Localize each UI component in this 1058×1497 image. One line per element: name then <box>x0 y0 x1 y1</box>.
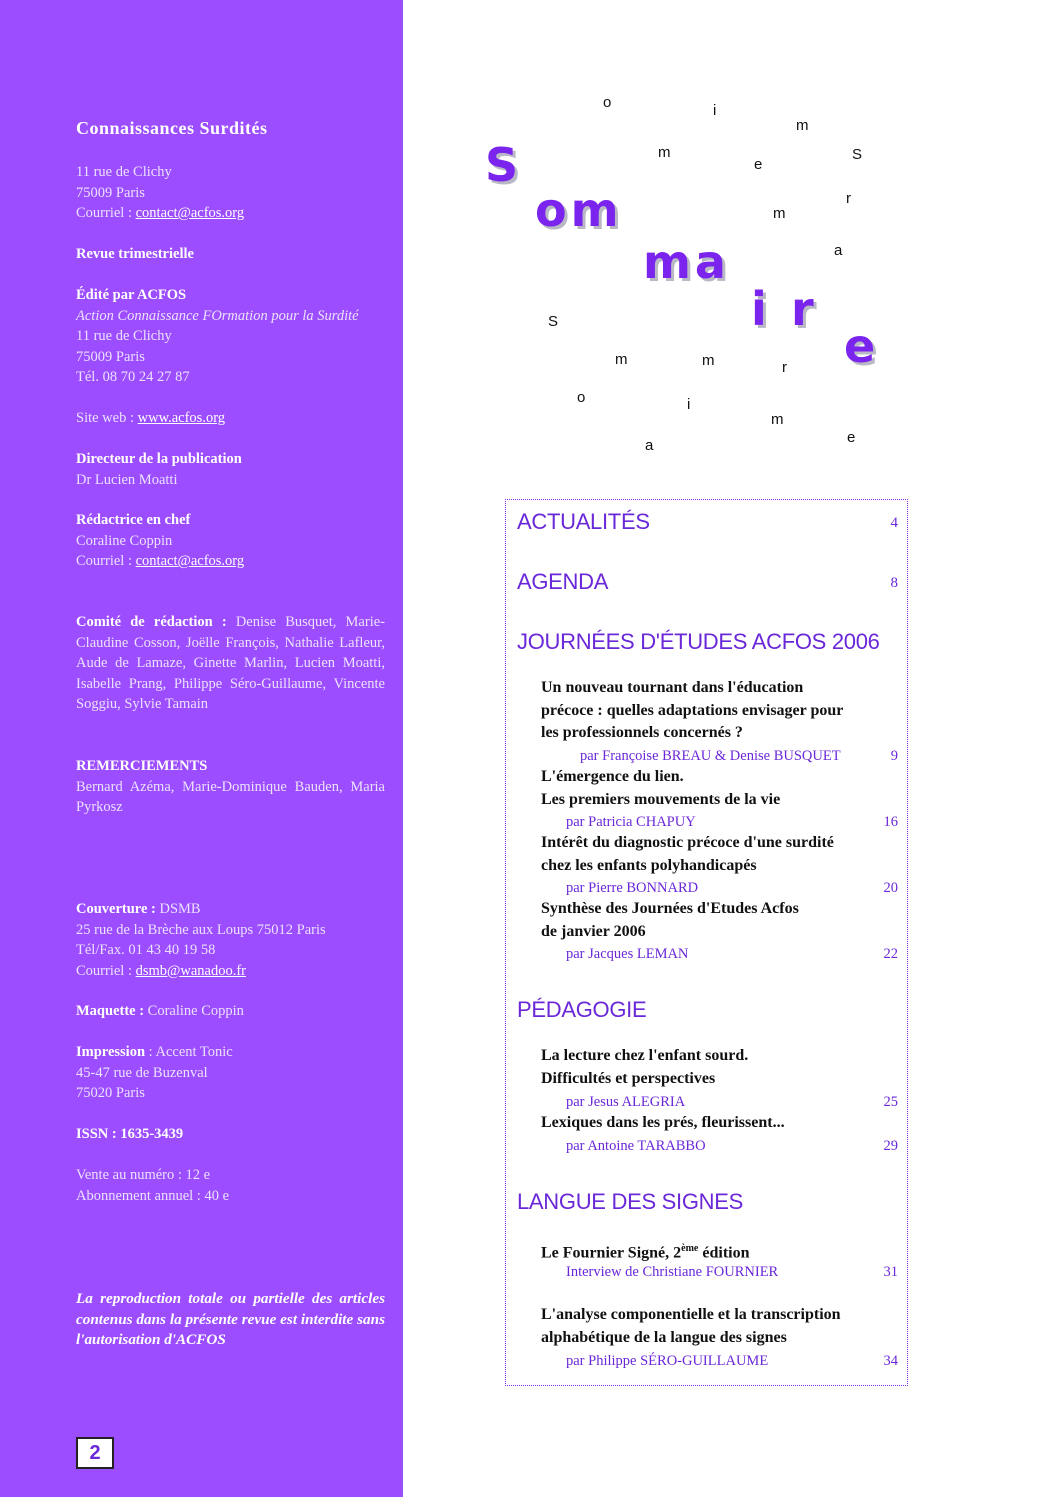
chief-editor-block <box>76 510 385 572</box>
director-label: Directeur de la publication <box>76 451 242 467</box>
toc-section-title[interactable]: PÉDAGOGIE <box>517 997 647 1022</box>
editor-fullname: Action Connaissance FOrmation pour la Surdité <box>76 307 359 324</box>
toc-section-title[interactable]: JOURNÉES D'ÉTUDES ACFOS 2006 <box>517 629 880 654</box>
toc-section-page: 4 <box>890 515 898 531</box>
scatter-letter: m <box>771 411 784 428</box>
committee-members: Denise Busquet, Marie-Claudine Cosson, Joëlle François, Nathalie Lafleur, Aude de Lamaze, Ginette Marlin, Lucien Moatti, Isabelle Prang, Philippe Séro-Guillaume, Vincente Soggiu, Sylvie Tamain <box>76 614 385 712</box>
chief-email-link[interactable]: contact@acfos.org <box>135 553 245 569</box>
article-title-line: Difficultés et perspectives <box>541 1069 716 1087</box>
price-year: Abonnement annuel : 40 e <box>76 1187 230 1204</box>
committee-label: Comité de rédaction : <box>76 614 227 630</box>
chief-label: Rédactrice en chef <box>76 512 191 528</box>
sidebar <box>0 0 403 1497</box>
toc-article[interactable] <box>541 766 891 811</box>
title-letter: S <box>485 138 523 192</box>
toc-section-page: 8 <box>890 575 898 591</box>
toc-article[interactable] <box>541 1238 891 1265</box>
scatter-letter: e <box>847 429 856 446</box>
scatter-letter: e <box>754 156 763 173</box>
toc-section-title[interactable]: AGENDA <box>517 569 609 594</box>
title-letter: r <box>791 282 818 336</box>
article-title-line: La lecture chez l'enfant sourd. <box>541 1047 749 1064</box>
email-link[interactable]: contact@acfos.org <box>135 205 245 221</box>
article-author: par Pierre BONNARD <box>566 880 699 896</box>
site-link[interactable]: www.acfos.org <box>137 410 226 426</box>
toc-section-title[interactable]: LANGUE DES SIGNES <box>517 1189 743 1214</box>
thanks-label: REMERCIEMENTS <box>76 758 208 774</box>
title-letter: ma <box>643 235 730 289</box>
scatter-letter: m <box>658 144 671 161</box>
print-address-line: 75020 Paris <box>76 1085 145 1101</box>
print-label: Impression <box>76 1044 149 1060</box>
article-title-line: de janvier 2006 <box>541 922 646 940</box>
toc-article[interactable] <box>541 832 891 877</box>
article-title-superscript: ème <box>681 1243 699 1254</box>
scatter-letter: m <box>796 117 809 134</box>
article-page: 9 <box>890 748 898 764</box>
cover-block <box>76 899 385 981</box>
price-block <box>76 1165 385 1206</box>
article-title-part: édition <box>698 1244 750 1262</box>
article-title-line: Synthèse des Journées d'Etudes Acfos <box>541 900 799 917</box>
toc-article[interactable] <box>541 898 891 943</box>
periodicity: Revue trimestrielle <box>76 246 194 262</box>
editor-block <box>76 285 385 388</box>
layout-name: Coraline Coppin <box>147 1003 244 1019</box>
publication-address <box>76 162 385 224</box>
cover-address: 25 rue de la Brèche aux Loups 75012 Paris <box>76 921 326 938</box>
email-label: Courriel : <box>76 205 136 221</box>
scatter-letter: m <box>702 352 715 369</box>
article-author: par Jacques LEMAN <box>566 946 689 962</box>
article-author: par Jesus ALEGRIA <box>566 1094 686 1110</box>
article-title-line: Les premiers mouvements de la vie <box>541 790 781 808</box>
director-name: Dr Lucien Moatti <box>76 471 178 488</box>
address-line: 75009 Paris <box>76 184 145 201</box>
article-page: 20 <box>883 880 898 896</box>
article-title-part: Le Fournier Signé, 2 <box>541 1244 682 1262</box>
editor-address-line: 75009 Paris <box>76 348 145 365</box>
article-page: 34 <box>883 1353 898 1369</box>
article-title-line: Intérêt du diagnostic précoce d'une surdité <box>541 834 834 851</box>
toc-article[interactable] <box>541 1304 891 1349</box>
article-author: par Antoine TARABBO <box>566 1138 706 1154</box>
article-page: 31 <box>883 1264 898 1280</box>
scatter-letter: m <box>615 351 628 368</box>
article-title-line: L'analyse componentielle et la transcription <box>541 1306 841 1323</box>
chief-email-label: Courriel : <box>76 553 136 569</box>
scatter-letter: i <box>713 102 717 119</box>
site-label: Site web : <box>76 410 138 426</box>
toc-section-title[interactable]: ACTUALITÉS <box>517 509 650 534</box>
article-title-line: alphabétique de la langue des signes <box>541 1328 787 1346</box>
scatter-letter: a <box>834 242 843 259</box>
article-page: 22 <box>883 946 898 962</box>
publication-name: Connaissances Surdités <box>76 118 268 138</box>
director-block <box>76 449 385 490</box>
publication-name-block <box>76 118 385 141</box>
cover-email-link[interactable]: dsmb@wanadoo.fr <box>135 962 247 979</box>
print-name: : Accent Tonic <box>148 1044 233 1060</box>
thanks-block <box>76 756 385 818</box>
scatter-letter: S <box>548 313 559 330</box>
scatter-letter: m <box>773 205 786 222</box>
article-page: 16 <box>883 814 898 830</box>
toc-article[interactable] <box>541 677 891 745</box>
editor-phone: Tél. 08 70 24 27 87 <box>76 369 190 385</box>
scatter-letter: o <box>577 389 586 406</box>
article-author: Interview de Christiane FOURNIER <box>566 1264 779 1280</box>
cover-phone: Tél/Fax. 01 43 40 19 58 <box>76 942 216 958</box>
editor-label: Édité par ACFOS <box>76 287 187 303</box>
address-line: 11 rue de Clichy <box>76 164 172 180</box>
toc-article[interactable] <box>541 1112 891 1135</box>
scatter-letter: i <box>687 396 691 413</box>
page-number: 2 <box>76 1437 114 1469</box>
article-title-line: les professionnels concernés ? <box>541 724 743 741</box>
article-title-line: chez les enfants polyhandicapés <box>541 856 757 874</box>
article-page: 25 <box>883 1094 898 1110</box>
periodicity-block <box>76 244 385 265</box>
cover-name: DSMB <box>159 901 201 917</box>
print-block <box>76 1042 385 1104</box>
toc-article[interactable] <box>541 1045 891 1090</box>
scatter-letter: r <box>846 190 851 207</box>
website-block <box>76 408 385 429</box>
scatter-letter: r <box>782 359 787 376</box>
article-author: par Philippe SÉRO-GUILLAUME <box>566 1353 769 1369</box>
cover-email-label: Courriel : <box>76 962 136 979</box>
editor-address-line: 11 rue de Clichy <box>76 328 172 344</box>
article-title-line: Un nouveau tournant dans l'éducation <box>541 679 804 696</box>
article-title-line: précoce : quelles adaptations envisager pour <box>541 701 844 719</box>
article-author: par Françoise BREAU & Denise BUSQUET <box>580 748 841 764</box>
article-title-line: L'émergence du lien. <box>541 768 684 785</box>
article-page: 29 <box>883 1138 898 1154</box>
legal-notice: La reproduction totale ou partielle des articles contenus dans la présente revue est interdite sans l'autorisation d'ACFOS <box>76 1290 385 1348</box>
print-address-line: 45-47 rue de Buzenval <box>76 1064 208 1081</box>
scatter-letter: o <box>603 94 612 111</box>
issn-block <box>76 1124 385 1145</box>
chief-name: Coraline Coppin <box>76 532 173 549</box>
issn: ISSN : 1635-3439 <box>76 1126 184 1142</box>
cover-label: Couverture : <box>76 901 160 917</box>
layout-block <box>76 1001 385 1022</box>
scatter-letter: S <box>852 146 863 163</box>
article-title-line: Lexiques dans les prés, fleurissent... <box>541 1114 785 1131</box>
title-letter: i <box>751 282 771 336</box>
scatter-letter: a <box>645 437 654 454</box>
layout-label: Maquette : <box>76 1003 148 1019</box>
title-letter: om <box>535 183 623 237</box>
article-author: par Patricia CHAPUY <box>566 814 696 830</box>
thanks-names: Bernard Azéma, Marie-Dominique Bauden, Maria Pyrkosz <box>76 778 385 815</box>
price-single: Vente au numéro : 12 e <box>76 1167 211 1183</box>
title-letter: e <box>844 319 880 373</box>
committee-block <box>76 612 385 715</box>
